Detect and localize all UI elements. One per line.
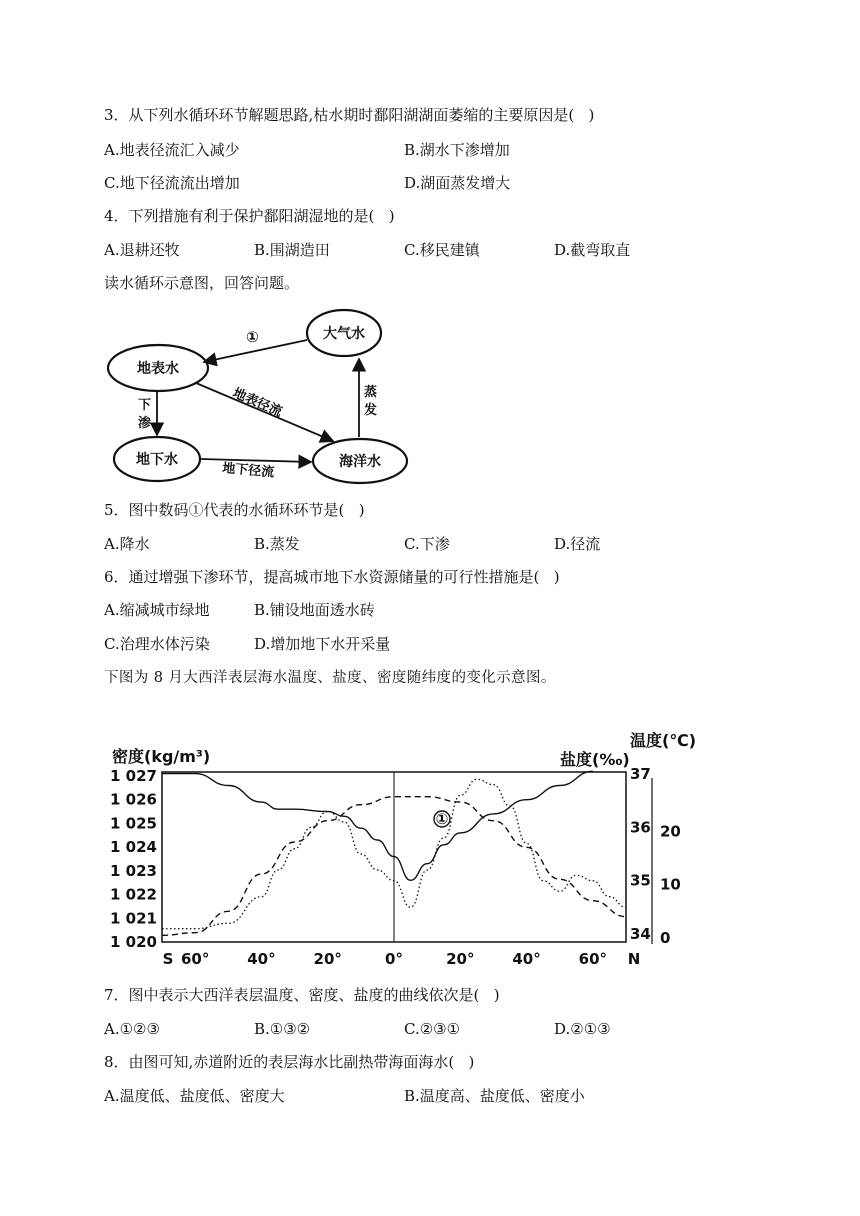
x-tick-label: 40° [512,950,541,968]
q5-option-b: B.蒸发 [254,535,300,553]
density-tick-label: 1 020 [110,933,157,951]
q5-option-a: A.降水 [104,535,150,553]
q4-option-a: A.退耕还牧 [104,241,180,259]
q7-option-a: A.①②③ [104,1020,160,1038]
salinity-tick-label: 35 [630,871,651,890]
salinity-tick-label: 34 [630,925,651,943]
question-3-stem: 3．从下列水循环环节解题思路,枯水期时鄱阳湖湖面萎缩的主要原因是( ) [104,106,595,124]
ocean-label: 海洋水 [339,454,381,470]
x-tick-label: S [162,950,174,968]
evaporation-label-2: 发 [364,403,378,418]
q3-option-d: D.湖面蒸发增大 [404,174,511,192]
density-axis-label: 密度(kg/m³) [112,747,211,766]
q3-option-b: B.湖水下渗增加 [404,141,510,159]
temperature-tick-label: 0 [660,929,671,947]
density-tick-label: 1 025 [110,814,157,833]
question-7-stem: 7．图中表示大西洋表层温度、密度、盐度的曲线依次是( ) [104,986,500,1004]
x-tick-label: 20° [313,950,342,968]
salinity-tick-label: 37 [630,765,651,783]
density-tick-label: 1 024 [110,838,157,857]
curve-annotation-1: ① [435,810,449,828]
density-tick-label: 1 026 [110,790,157,809]
x-tick-label: 40° [247,950,276,968]
x-tick-label: 0° [385,950,403,968]
q3-option-a: A.地表径流汇入减少 [104,141,240,159]
circled-1-label: ① [246,328,259,346]
infiltration-label-1: 下 [138,398,152,413]
temperature-tick-label: 10 [660,875,681,894]
surface-runoff-label: 地表径流 [230,385,285,421]
q4-option-b: B.围湖造田 [254,241,330,259]
water-cycle-diagram [100,304,420,488]
q6-option-c: C.治理水体污染 [104,635,210,653]
chart-intro: 下图为 8 月大西洋表层海水温度、盐度、密度随纬度的变化示意图。 [104,670,556,686]
q7-option-c: C.②③① [404,1020,461,1038]
question-8-stem: 8．由图可知,赤道附近的表层海水比副热带海面海水( ) [104,1053,475,1071]
q7-option-d: D.②①③ [554,1020,611,1038]
question-5-stem: 5．图中数码①代表的水循环环节是( ) [104,501,365,519]
density-curve [162,771,593,880]
q6-option-d: D.增加地下水开采量 [254,635,391,653]
density-tick-label: 1 022 [110,885,157,904]
q5-option-c: C.下渗 [404,535,450,553]
atmosphere-label: 大气水 [323,326,365,342]
density-tick-label: 1 027 [110,767,157,785]
x-tick-label: 20° [446,950,475,968]
question-6-stem: 6．通过增强下渗环节，提高城市地下水资源储量的可行性措施是( ) [104,568,560,586]
temperature-tick-label: 20 [660,822,681,841]
groundwater-runoff-arrow [201,459,311,462]
atlantic-surface-chart [100,722,740,972]
evaporation-label-1: 蒸 [364,385,378,400]
q4-option-c: C.移民建镇 [404,241,480,259]
q7-option-b: B.①③② [254,1020,311,1038]
surface-water-label: 地表水 [137,361,179,377]
groundwater-runoff-label: 地下径流 [221,461,275,481]
q4-option-d: D.截弯取直 [554,241,631,259]
x-tick-label: 60° [180,950,210,968]
q8-option-b: B.温度高、盐度低、密度小 [404,1087,585,1105]
infiltration-label-2: 渗 [138,416,152,431]
salinity-tick-label: 36 [630,818,651,837]
x-tick-label: N [627,950,641,968]
q3-option-c: C.地下径流流出增加 [104,174,240,192]
salinity-axis-label: 盐度(‰) [560,750,630,769]
density-tick-label: 1 023 [110,861,157,880]
q8-option-a: A.温度低、盐度低、密度大 [104,1087,285,1105]
q5-option-d: D.径流 [554,535,601,553]
temperature-axis-label: 温度(℃) [630,731,697,750]
x-tick-label: 60° [578,950,608,968]
groundwater-label: 地下水 [136,452,178,468]
q6-option-a: A.缩减城市绿地 [104,601,210,619]
density-tick-label: 1 021 [110,909,157,928]
cycle-intro: 读水循环示意图，回答问题。 [104,274,300,292]
question-4-stem: 4．下列措施有利于保护鄱阳湖湿地的是( ) [104,207,395,225]
q6-option-b: B.铺设地面透水砖 [254,601,375,619]
